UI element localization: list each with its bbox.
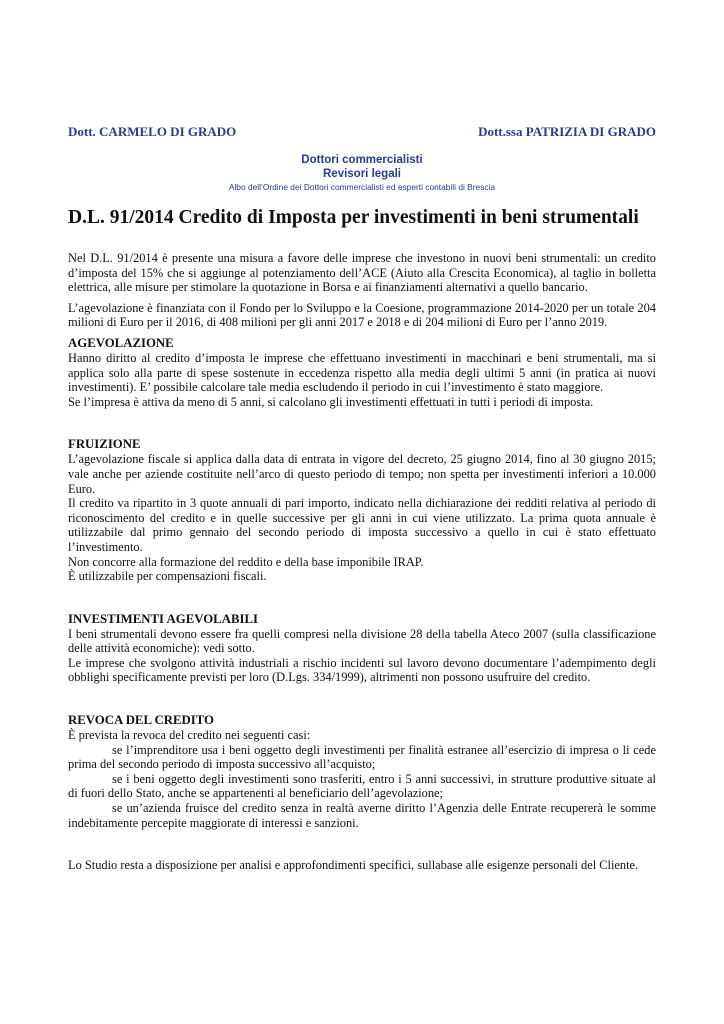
section-heading-revoca: REVOCA DEL CREDITO xyxy=(68,713,214,728)
body-paragraph: I beni strumentali devono essere fra quelli compresi nella divisione 28 della tabella Ateco 2007 (sulla classificazione delle attività economiche): vedi sotto. xyxy=(68,626,656,656)
body-paragraph: L’agevolazione fiscale si applica dalla data di entrata in vigore del decreto, 25 giugno 2014, fino al 30 giugno 2015; vale anche per aziende costituite nell’arco di questo periodo di tempo; non spetta per investimenti inferiori a 10.000 Euro. xyxy=(68,452,656,496)
intro-paragraph: L’agevolazione è finanziata con il Fondo per lo Sviluppo e la Coesione, programmazione 2014-2020 per un totale 204 milioni di Euro per il 2016, di 408 milioni per gli anni 2017 e 2018 e di 204 milioni di Euro per l’anno 2019. xyxy=(68,300,656,330)
document-body xyxy=(68,251,656,873)
section-heading-investimenti: INVESTIMENTI AGEVOLABILI xyxy=(68,611,258,626)
section-heading-fruizione: FRUIZIONE xyxy=(68,437,141,452)
body-paragraph: Le imprese che svolgono attività industriali a rischio incidenti sul lavoro devono documentare l’adempimento degli obblighi specificamente previsti per loro (D.Lgs. 334/1999), altrimenti non possono usufruire del credito. xyxy=(68,655,656,685)
letterhead-names xyxy=(68,124,656,142)
body-paragraph: È prevista la revoca del credito nei seguenti casi: xyxy=(68,728,311,743)
closing-paragraph: Lo Studio resta a disposizione per analisi e approfondimenti specifici, sullabase alle esigenze personali del Cliente. xyxy=(68,858,639,873)
revoca-case: se l’imprenditore usa i beni oggetto degli investimenti per finalità estranee all’esercizio di impresa o li cede prima del secondo periodo di imposta successivo all’acquisto; xyxy=(68,742,656,772)
revoca-case: se i beni oggetto degli investimenti sono trasferiti, entro i 5 anni successivi, in strutture produttive situate al di fuori dello Stato, anche se appartenenti al beneficiario dell’agevolazione; xyxy=(68,771,656,801)
body-paragraph: Hanno diritto al credito d’imposta le imprese che effettuano investimenti in macchinari e beni strumentali, ma si applica solo alla parte di spese sostenute in eccedenza rispetto alla media degli ultimi 5 anni (in pratica ai nuovi investimenti). E’ possibile calcolare tale media escludendo il periodo in cui l’investimento è stato maggiore. xyxy=(68,350,656,395)
firm-line-revisori: Revisori legali xyxy=(323,168,401,180)
section-heading-agevolazione: AGEVOLAZIONE xyxy=(68,335,174,350)
firm-line-albo: Albo dell’Ordine dei Dottori commercialisti ed esperti contabili di Brescia xyxy=(228,182,496,192)
body-paragraph: Se l’impresa è attiva da meno di 5 anni, si calcolano gli investimenti effettuati in tutti i periodi di imposta. xyxy=(68,394,594,409)
body-paragraph: Non concorre alla formazione del reddito e della base imponibile IRAP. xyxy=(68,554,424,569)
right-professional-name: Dott.ssa PATRIZIA DI GRADO xyxy=(478,124,656,139)
firm-description xyxy=(0,153,724,193)
intro-paragraph: Nel D.L. 91/2014 è presente una misura a favore delle imprese che investono in nuovi beni strumentali: un credito d’imposta del 15% che si aggiunge al potenziamento dell’ACE (Aiuto alla Crescita Economica), al taglio in bolletta elettrica, alle misure per stimolare la quotazione in Borsa e ai finanziamenti alternativi a quello bancario. xyxy=(68,251,656,295)
body-paragraph: È utilizzabile per compensazioni fiscali. xyxy=(68,569,267,584)
revoca-case: se un’azienda fruisce del credito senza in realtà averne diritto l’Agenzia delle Entrate recupererà le somme indebitamente percepite maggiorate di interessi e sanzioni. xyxy=(68,801,656,830)
document-title: D.L. 91/2014 Credito di Imposta per investimenti in beni strumentali xyxy=(68,207,639,228)
left-professional-name: Dott. CARMELO DI GRADO xyxy=(68,124,237,139)
firm-line-commercialisti: Dottori commercialisti xyxy=(301,154,423,166)
body-paragraph: Il credito va ripartito in 3 quote annuali di pari importo, indicato nella dichiarazione dei redditi relativa al periodo di riconoscimento del credito e in quelle successive per gli anni in cui viene utilizzato. La prima quota annuale è utilizzabile dal primo gennaio del secondo periodo di imposta successivo a quello in cui è stato effettuato l’investimento. xyxy=(68,496,656,554)
